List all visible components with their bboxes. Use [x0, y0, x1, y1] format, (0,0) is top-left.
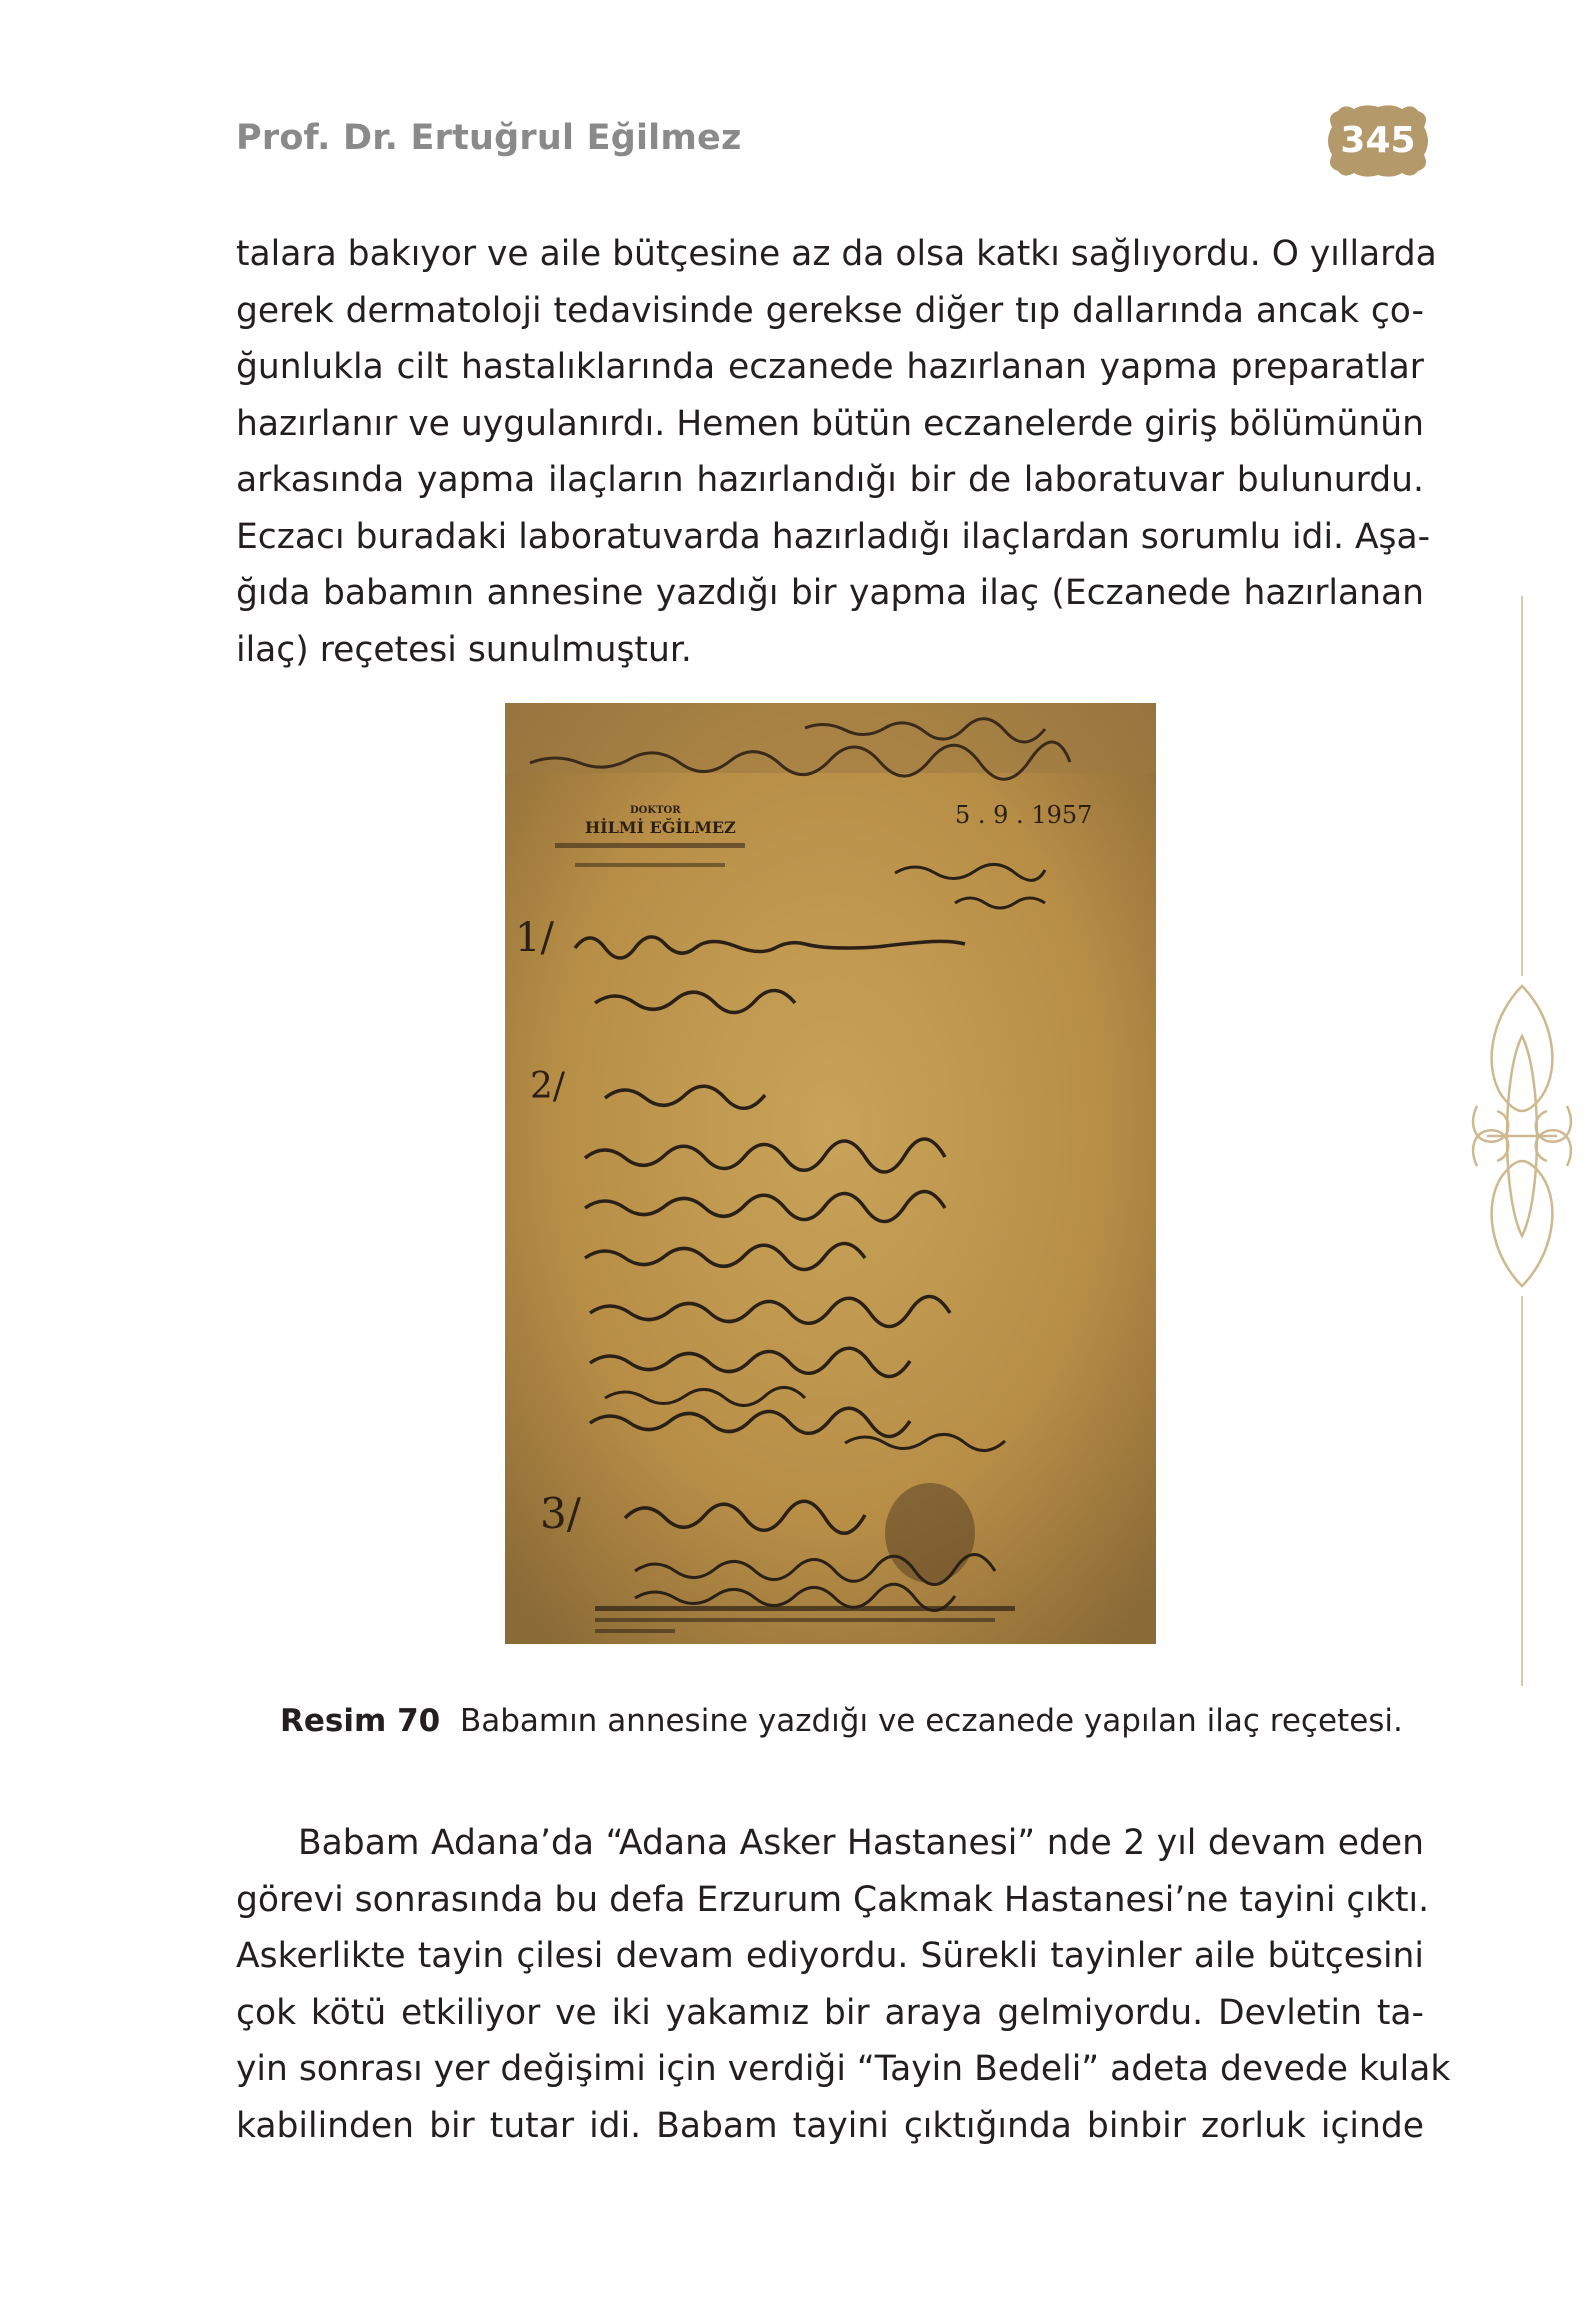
caption-label: Resim 70	[280, 1703, 441, 1739]
item-number-2: 2/	[530, 1066, 566, 1107]
text-line: kabilinden bir tutar idi. Babam tayini çıktığında binbir zorluk içinde	[236, 2105, 1424, 2146]
prescription-date: 5 . 9 . 1957	[955, 801, 1093, 829]
ornament-icon	[1462, 596, 1582, 1686]
text-line: gerek dermatoloji tedavisinde gerekse diğer tıp dallarında ancak ço-	[236, 290, 1424, 331]
text-line: arkasında yapma ilaçların hazırlandığı bir de laboratuvar bulunurdu.	[236, 460, 1424, 500]
figure-caption	[280, 1703, 1403, 1739]
text-line: ğunlukla cilt hastalıklarında eczanede hazırlanan yapma preparatlar	[236, 347, 1424, 387]
caption-text: Babamın annesine yazdığı ve eczanede yapılan ilaç reçetesi.	[459, 1703, 1403, 1739]
stamp-title: DOKTOR	[630, 805, 681, 816]
text-line: Askerlikte tayin çilesi devam ediyordu. Sürekli tayinler aile bütçesini	[236, 1936, 1424, 1976]
paragraph-1	[236, 226, 1437, 678]
text-line: ğıda babamın annesine yazdığı bir yapma ilaç (Eczanede hazırlanan	[236, 573, 1424, 613]
prescription-image	[505, 703, 1156, 1644]
page-number-badge	[1324, 103, 1432, 179]
item-number-1: 1/	[515, 915, 554, 961]
item-number-3: 3/	[540, 1489, 581, 1538]
text-line: hazırlanır ve uygulanırdı. Hemen bütün eczanelerde giriş bölümünün	[236, 403, 1424, 444]
text-line: talara bakıyor ve aile bütçesine az da olsa katkı sağlıyordu. O yıllarda	[236, 234, 1437, 274]
text-line: Eczacı buradaki laboratuvarda hazırladığı ilaçlardan sorumlu idi. Aşa-	[236, 516, 1431, 557]
stamp-name: HİLMİ EĞİLMEZ	[585, 818, 736, 837]
text-line: ilaç) reçetesi sunulmuştur.	[236, 629, 692, 670]
text-line: çok kötü etkiliyor ve iki yakamız bir araya gelmiyordu. Devletin ta-	[236, 1992, 1424, 2033]
page-number: 345	[1340, 120, 1416, 161]
paragraph-2	[236, 1815, 1451, 2154]
margin-ornament	[1462, 596, 1582, 1686]
text-line: Babam Adana’da “Adana Asker Hastanesi” nde 2 yıl devam eden	[298, 1823, 1424, 1863]
text-line: görevi sonrasında bu defa Erzurum Çakmak Hastanesi’ne tayini çıktı.	[236, 1879, 1430, 1920]
running-head-author: Prof. Dr. Ertuğrul Eğilmez	[236, 118, 742, 158]
prescription-photo	[505, 703, 1156, 1644]
text-line: yin sonrası yer değişimi için verdiği “Tayin Bedeli” adeta devede kulak	[236, 2049, 1451, 2089]
